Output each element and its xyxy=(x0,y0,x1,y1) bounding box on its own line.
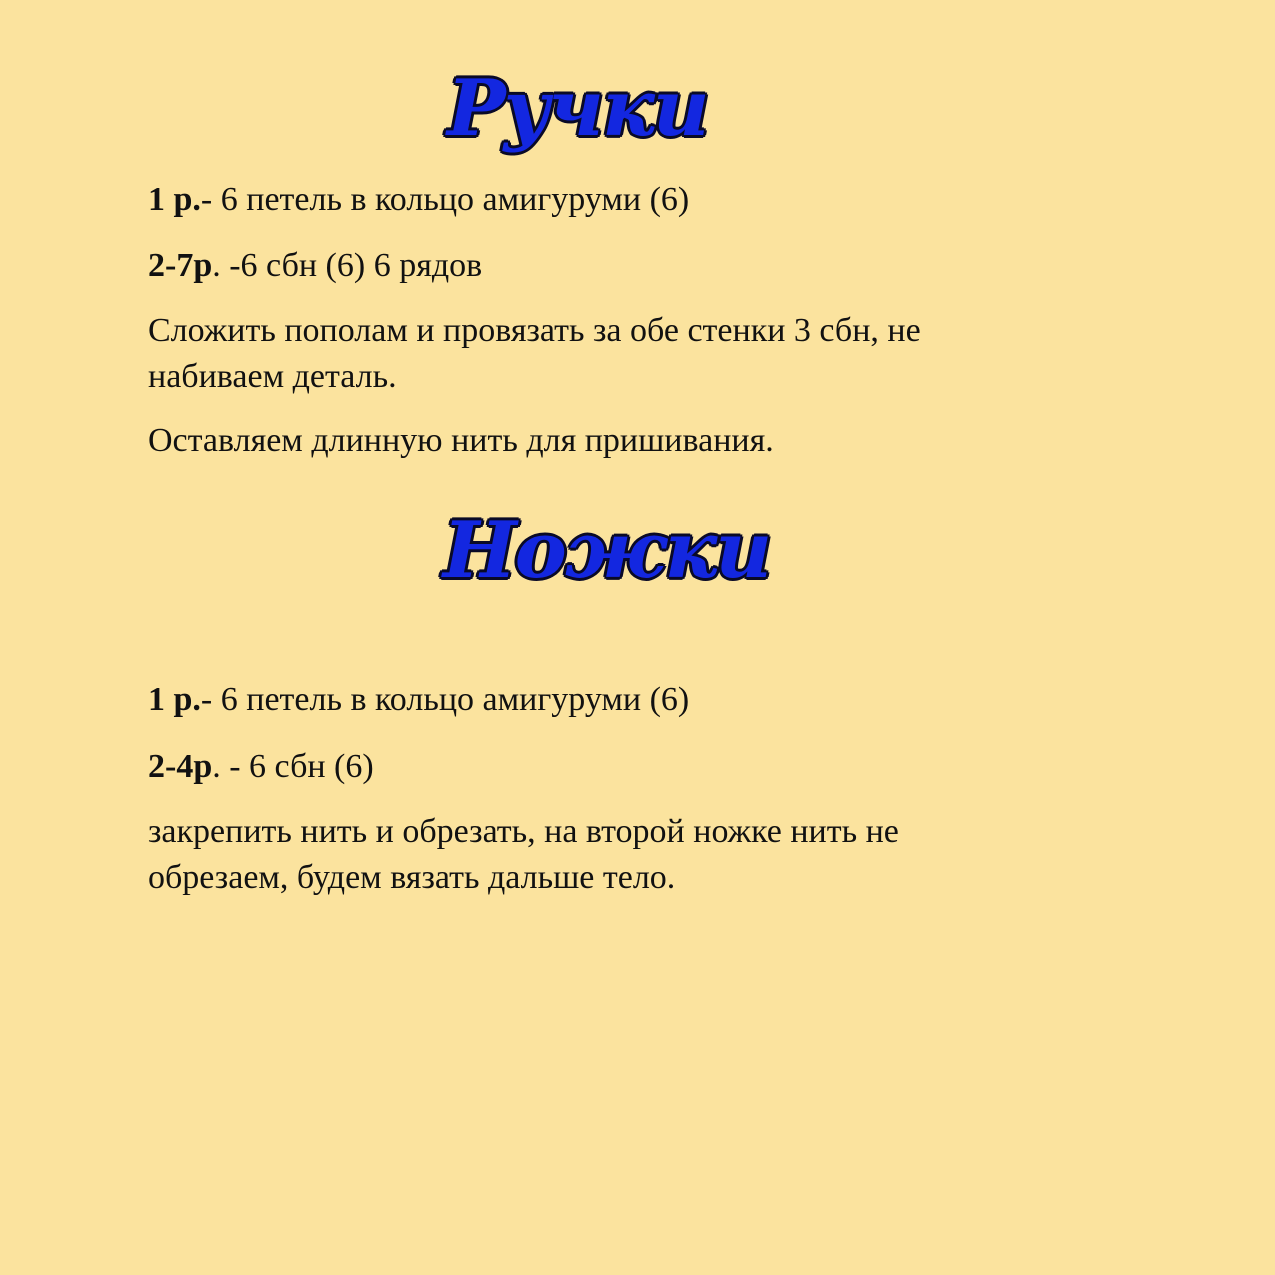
row-number: 2-4р xyxy=(148,748,213,785)
section-title-ruchki: Ручки xyxy=(447,63,708,154)
note-text: закрепить нить и обрезать, на второй ножке нить не обрезаем, будем вязать дальше тело. xyxy=(148,813,899,896)
row-instruction xyxy=(148,744,1048,790)
row-text: - 6 петель в кольцо амигуруми (6) xyxy=(200,181,690,218)
row-instruction xyxy=(148,677,1048,723)
row-number: 1 р. xyxy=(148,681,201,718)
section-title-nozhki: Ножки xyxy=(443,505,771,596)
row-instruction xyxy=(148,177,1048,223)
row-text: - 6 петель в кольцо амигуруми (6) xyxy=(200,681,690,718)
row-text: . -6 сбн (6) 6 рядов xyxy=(212,247,483,284)
note-text: Оставляем длинную нить для пришивания. xyxy=(148,422,774,459)
row-number: 2-7р xyxy=(148,247,213,284)
row-text: . - 6 сбн (6) xyxy=(212,748,374,785)
note-text: Сложить пополам и провязать за обе стенки 3 сбн, не набиваем деталь. xyxy=(148,312,921,395)
row-number: 1 р. xyxy=(148,181,201,218)
row-instruction xyxy=(148,243,1048,289)
